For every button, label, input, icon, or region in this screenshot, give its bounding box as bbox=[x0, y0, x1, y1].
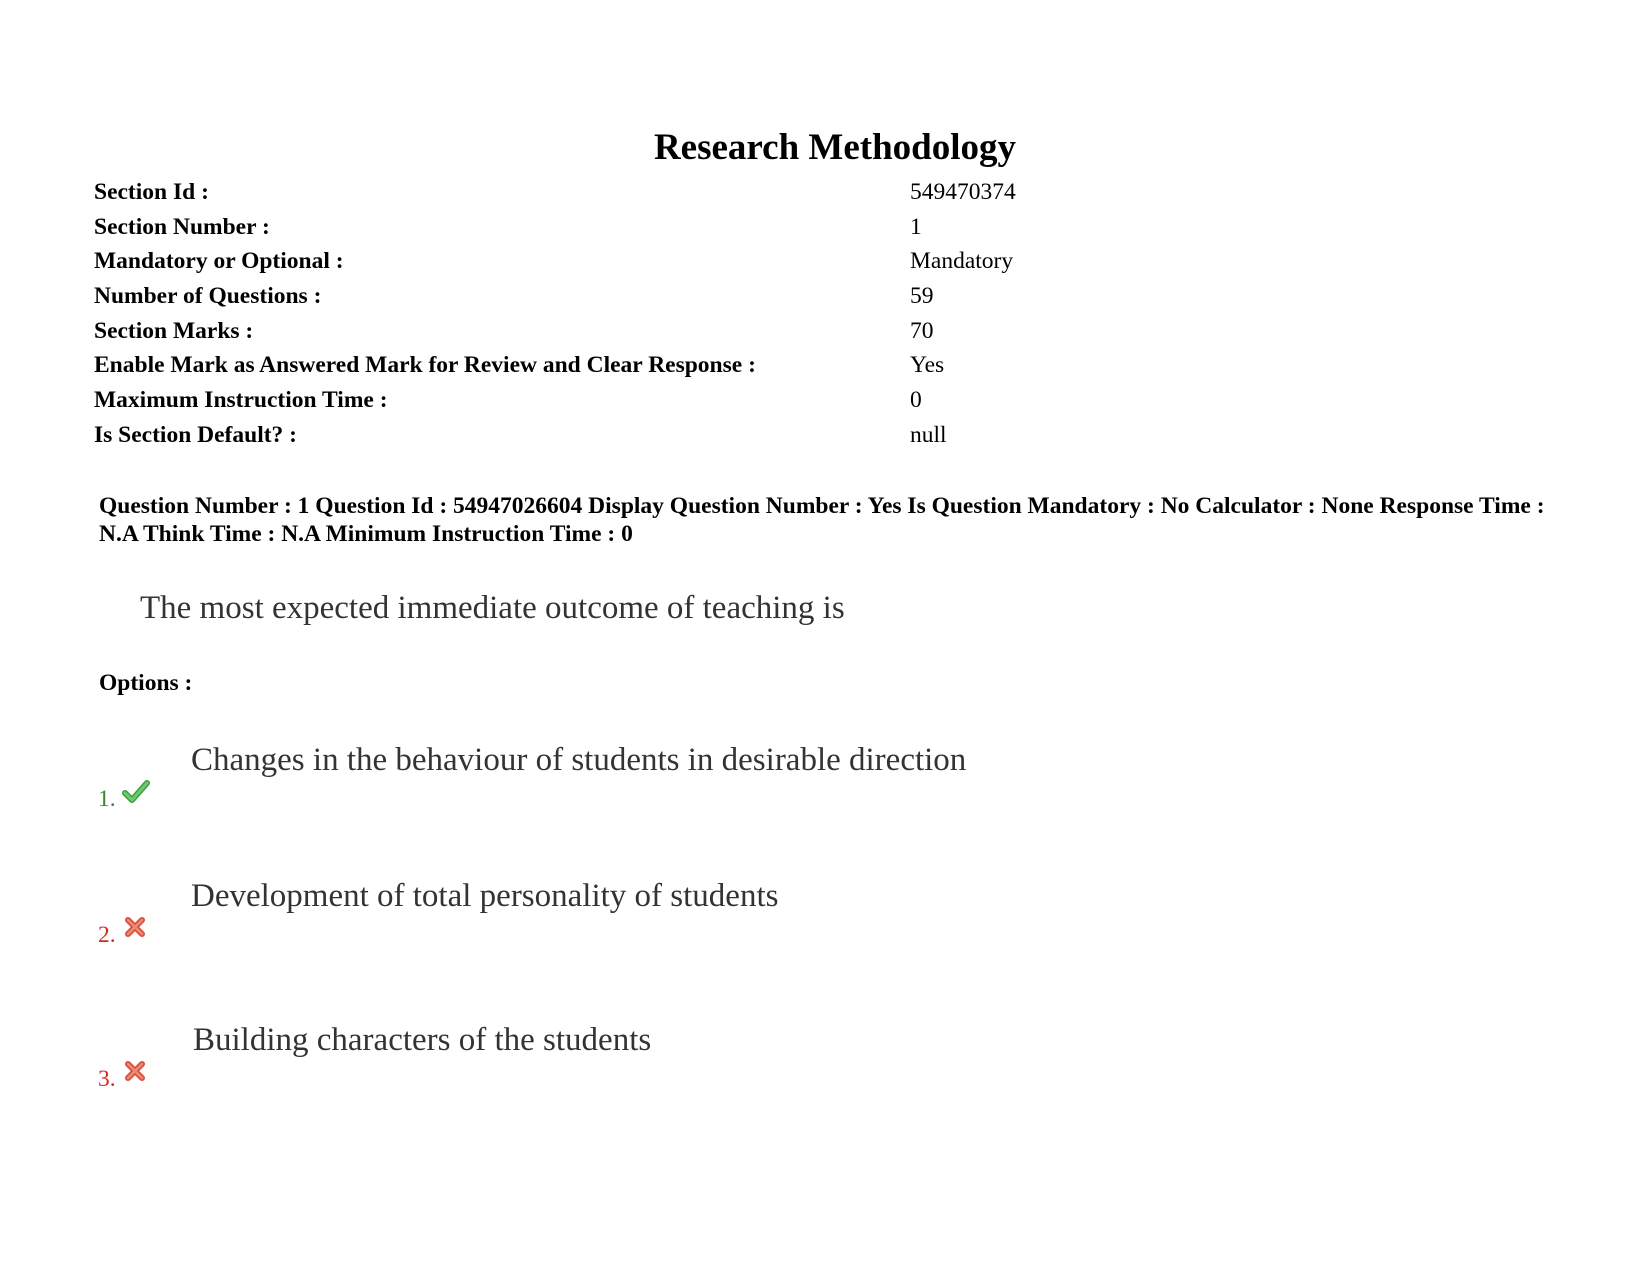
section-row-marks bbox=[94, 314, 1494, 349]
section-value: 549470374 bbox=[910, 179, 1016, 205]
section-row-number bbox=[94, 210, 1494, 245]
section-label: Enable Mark as Answered Mark for Review and Clear Response : bbox=[94, 352, 756, 379]
option-number: 2. bbox=[98, 922, 116, 948]
check-icon bbox=[122, 778, 150, 806]
section-value: 59 bbox=[910, 283, 934, 310]
cross-icon bbox=[122, 1058, 150, 1086]
section-info-table bbox=[94, 175, 1494, 453]
section-row-id bbox=[94, 175, 1494, 210]
section-label: Maximum Instruction Time : bbox=[94, 387, 388, 414]
section-value: 0 bbox=[910, 387, 922, 414]
section-row-mandatory bbox=[94, 244, 1494, 279]
option-item bbox=[0, 736, 1651, 866]
option-text: Development of total personality of students bbox=[191, 878, 779, 914]
section-value: Yes bbox=[910, 352, 945, 379]
section-value: 1 bbox=[910, 213, 922, 240]
section-row-enable-mark bbox=[94, 348, 1494, 383]
section-value: null bbox=[910, 421, 947, 448]
page-title: Research Methodology bbox=[653, 127, 1017, 168]
option-item bbox=[0, 872, 1651, 1002]
cross-icon bbox=[122, 914, 150, 942]
option-text: Changes in the behaviour of students in desirable direction bbox=[191, 742, 967, 778]
section-row-max-instruction bbox=[94, 383, 1494, 418]
options-label: Options : bbox=[99, 670, 193, 696]
section-row-questions bbox=[94, 279, 1494, 314]
section-label: Number of Questions : bbox=[94, 283, 322, 310]
option-number: 1. bbox=[98, 786, 116, 812]
question-meta: Question Number : 1 Question Id : 54947026604 Display Question Number : Yes Is Question Mandatory : No Calculator : None Response Time : N.A Think Time : N.A Minimum Instruction Time : 0 bbox=[99, 493, 1545, 547]
section-label: Is Section Default? : bbox=[94, 421, 297, 448]
section-value: Mandatory bbox=[910, 248, 1014, 275]
section-row-default bbox=[94, 418, 1494, 453]
section-label: Mandatory or Optional : bbox=[94, 248, 344, 275]
section-value: 70 bbox=[910, 317, 934, 344]
option-item bbox=[0, 1016, 1651, 1146]
option-text: Building characters of the students bbox=[193, 1022, 652, 1058]
section-label: Section Marks : bbox=[94, 317, 254, 344]
section-label: Section Id : bbox=[94, 179, 209, 205]
option-number: 3. bbox=[98, 1066, 116, 1092]
question-text: The most expected immediate outcome of teaching is bbox=[140, 590, 845, 626]
section-label: Section Number : bbox=[94, 213, 270, 240]
